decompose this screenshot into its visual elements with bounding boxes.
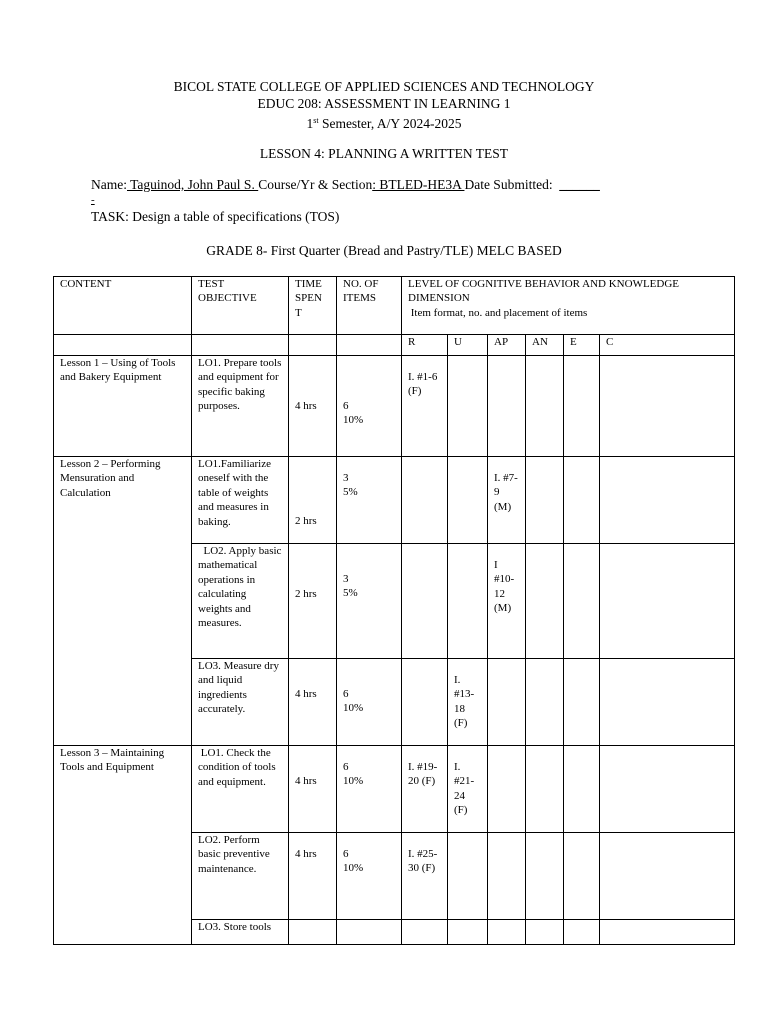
items-cell: [337, 544, 402, 659]
level-understand: U: [448, 335, 488, 356]
e-cell: [564, 920, 600, 945]
name-value: Taguinod, John Paul S.: [127, 177, 259, 192]
items-percent: 10%: [343, 414, 364, 427]
time-cell: [289, 544, 337, 659]
u-cell: [448, 457, 488, 544]
time-cell: [289, 746, 337, 833]
time-value: 4 hrs: [295, 848, 317, 860]
table-row: [54, 356, 735, 457]
an-cell: [526, 746, 564, 833]
time-cell: [289, 659, 337, 746]
items-percent: 5%: [343, 486, 358, 499]
items-cell: [337, 356, 402, 457]
c-cell: [600, 659, 735, 746]
time-cell: [289, 920, 337, 945]
time-value: 4 hrs: [295, 400, 317, 412]
course-title: EDUC 208: ASSESSMENT IN LEARNING 1: [257, 96, 511, 111]
semester-line: [0, 112, 768, 132]
u-cell: [448, 544, 488, 659]
item-placement: I #10-12 (M): [494, 559, 515, 615]
course-label: Course/Yr & Section: [258, 177, 373, 192]
an-cell: [526, 356, 564, 457]
objective-cell: LO3. Measure dry and liquid ingredients accurately.: [192, 659, 289, 746]
items-percent: 10%: [343, 775, 364, 788]
c-cell: [600, 920, 735, 945]
table-of-specifications: [53, 276, 735, 945]
items-count: 6: [343, 761, 349, 773]
an-cell: [526, 457, 564, 544]
item-placement: I. #25-30 (F): [408, 848, 438, 875]
ap-cell: [488, 457, 526, 544]
items-cell: [337, 746, 402, 833]
table-header-row: [54, 277, 735, 335]
items-count: 6: [343, 848, 349, 860]
u-cell: [448, 746, 488, 833]
blank-cell: [54, 335, 192, 356]
ap-cell: [488, 659, 526, 746]
r-cell: [402, 457, 448, 544]
date-label: Date Submitted:: [464, 177, 553, 192]
header-level-title: LEVEL OF COGNITIVE BEHAVIOR AND KNOWLEDGE DIMENSION: [408, 278, 679, 305]
items-count: 6: [343, 688, 349, 700]
objective-cell: LO1.Familiarize oneself with the table of weights and measures in baking.: [192, 457, 289, 544]
date-blank: ______: [559, 177, 600, 192]
an-cell: [526, 544, 564, 659]
c-cell: [600, 544, 735, 659]
header-items: NO. OF ITEMS: [337, 277, 402, 335]
items-cell: [337, 920, 402, 945]
level-create: C: [600, 335, 735, 356]
college-name: BICOL STATE COLLEGE OF APPLIED SCIENCES AND TECHNOLOGY: [173, 79, 595, 94]
items-percent: 10%: [343, 702, 364, 715]
grade-title: GRADE 8- First Quarter (Bread and Pastry/TLE) MELC BASED: [206, 243, 562, 258]
r-cell: [402, 356, 448, 457]
items-cell: [337, 659, 402, 746]
ap-cell: [488, 833, 526, 920]
items-count: 3: [343, 472, 349, 484]
item-placement: I. #7-9 (M): [494, 472, 518, 513]
table-row: [54, 746, 735, 833]
content-cell: Lesson 2 – Performing Mensuration and Calculation: [54, 457, 192, 746]
ap-cell: [488, 746, 526, 833]
blank-cell: [337, 335, 402, 356]
item-placement: I. #21-24 (F): [454, 761, 475, 817]
objective-cell: LO3. Store tools: [192, 920, 289, 945]
e-cell: [564, 659, 600, 746]
level-remember: R: [402, 335, 448, 356]
items-cell: [337, 457, 402, 544]
ap-cell: [488, 356, 526, 457]
an-cell: [526, 659, 564, 746]
r-cell: [402, 746, 448, 833]
level-analyze: AN: [526, 335, 564, 356]
header-time: TIME SPEN T: [289, 277, 337, 335]
r-cell: [402, 659, 448, 746]
time-value: 2 hrs: [295, 588, 317, 600]
level-evaluate: E: [564, 335, 600, 356]
content-cell: Lesson 1 – Using of Tools and Bakery Equipment: [54, 356, 192, 457]
underline-dash: -: [91, 194, 95, 206]
an-cell: [526, 920, 564, 945]
item-placement: I. #13-18 (F): [454, 674, 475, 730]
e-cell: [564, 746, 600, 833]
time-cell: [289, 356, 337, 457]
r-cell: [402, 833, 448, 920]
u-cell: [448, 356, 488, 457]
r-cell: [402, 920, 448, 945]
blank-cell: [289, 335, 337, 356]
header-level-subtitle: Item format, no. and placement of items: [408, 306, 588, 319]
objective-cell: LO1. Check the condition of tools and equipment.: [192, 746, 289, 833]
lesson-title: LESSON 4: PLANNING A WRITTEN TEST: [259, 146, 509, 161]
semester-ordinal: st: [313, 116, 319, 125]
semester-number: 1: [306, 116, 314, 131]
semester-text: Semester, A/Y 2024-2025: [318, 116, 462, 131]
name-label: Name:: [91, 177, 127, 192]
level-subheader-row: [54, 335, 735, 356]
items-percent: 5%: [343, 587, 358, 600]
item-placement: I. #19-20 (F): [408, 761, 438, 788]
header-content: CONTENT: [54, 277, 192, 335]
time-value: 4 hrs: [295, 775, 317, 787]
time-value: 4 hrs: [295, 688, 317, 700]
e-cell: [564, 833, 600, 920]
items-count: 6: [343, 400, 349, 412]
task-statement: TASK: Design a table of specifications (TOS): [91, 209, 340, 224]
objective-cell: LO2. Apply basic mathematical operations in calculating weights and measures.: [192, 544, 289, 659]
item-placement: I. #1-6 (F): [408, 371, 438, 398]
header-objective: TEST OBJECTIVE: [192, 277, 289, 335]
c-cell: [600, 457, 735, 544]
objective-cell: LO2. Perform basic preventive maintenance.: [192, 833, 289, 920]
c-cell: [600, 833, 735, 920]
header-level: [402, 277, 735, 335]
time-value: 2 hrs: [295, 515, 317, 527]
u-cell: [448, 833, 488, 920]
an-cell: [526, 833, 564, 920]
e-cell: [564, 356, 600, 457]
c-cell: [600, 746, 735, 833]
level-apply: AP: [488, 335, 526, 356]
ap-cell: [488, 544, 526, 659]
ap-cell: [488, 920, 526, 945]
objective-cell: LO1. Prepare tools and equipment for specific baking purposes.: [192, 356, 289, 457]
items-percent: 10%: [343, 862, 364, 875]
content-cell: Lesson 3 – Maintaining Tools and Equipment: [54, 746, 192, 945]
time-cell: [289, 457, 337, 544]
u-cell: [448, 659, 488, 746]
blank-cell: [192, 335, 289, 356]
time-cell: [289, 833, 337, 920]
table-row: [54, 457, 735, 544]
u-cell: [448, 920, 488, 945]
student-info-line: [91, 177, 600, 193]
items-count: 3: [343, 573, 349, 585]
items-cell: [337, 833, 402, 920]
r-cell: [402, 544, 448, 659]
c-cell: [600, 356, 735, 457]
e-cell: [564, 544, 600, 659]
e-cell: [564, 457, 600, 544]
course-value: : BTLED-HE3A: [372, 177, 465, 192]
